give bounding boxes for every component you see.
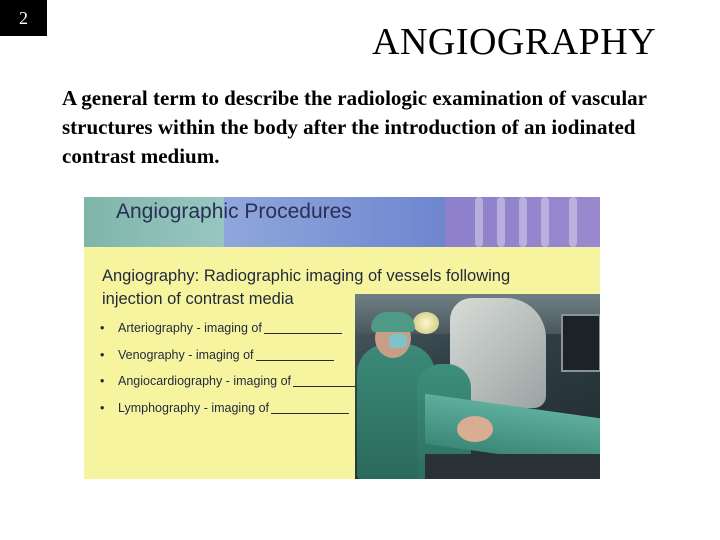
surgical-lamp	[413, 312, 439, 334]
slide-title: ANGIOGRAPHY	[372, 21, 657, 63]
list-item-label: Angiocardiography - imaging of	[118, 374, 292, 388]
bullet-icon: •	[100, 321, 105, 335]
list-item	[100, 321, 371, 348]
angiographic-procedures-figure	[84, 197, 600, 479]
list-item-label: Lymphography - imaging of	[118, 400, 270, 415]
list-item	[100, 401, 371, 428]
bullet-icon: •	[100, 400, 105, 415]
fill-in-blank	[271, 401, 349, 414]
list-item-label: Venography - imaging of	[118, 347, 254, 362]
list-item	[100, 374, 371, 401]
bullet-icon: •	[100, 374, 105, 388]
fill-in-blank	[256, 348, 334, 361]
surgeon-mask	[389, 334, 407, 348]
surgeon-cap	[371, 312, 415, 332]
banner-hand-xray-band	[445, 197, 600, 247]
figure-heading: Angiography: Radiographic imaging of vessels following injection of contrast media	[102, 267, 511, 308]
list-item-label: Arteriography - imaging of	[118, 321, 262, 335]
list-item	[100, 348, 371, 375]
bullet-icon: •	[100, 347, 105, 362]
angiography-suite-photo	[355, 294, 600, 479]
procedure-list	[100, 321, 371, 427]
figure-banner-title: Angiographic Procedures	[116, 200, 352, 223]
slide-number: 2	[0, 0, 47, 36]
fill-in-blank	[264, 321, 342, 334]
monitor	[561, 314, 600, 372]
patient-head	[457, 416, 493, 442]
procedure-table	[425, 454, 600, 479]
definition-text: A general term to describe the radiologic examination of vascular structures within the body after the introduction of an iodinated contrast medium.	[62, 86, 647, 168]
